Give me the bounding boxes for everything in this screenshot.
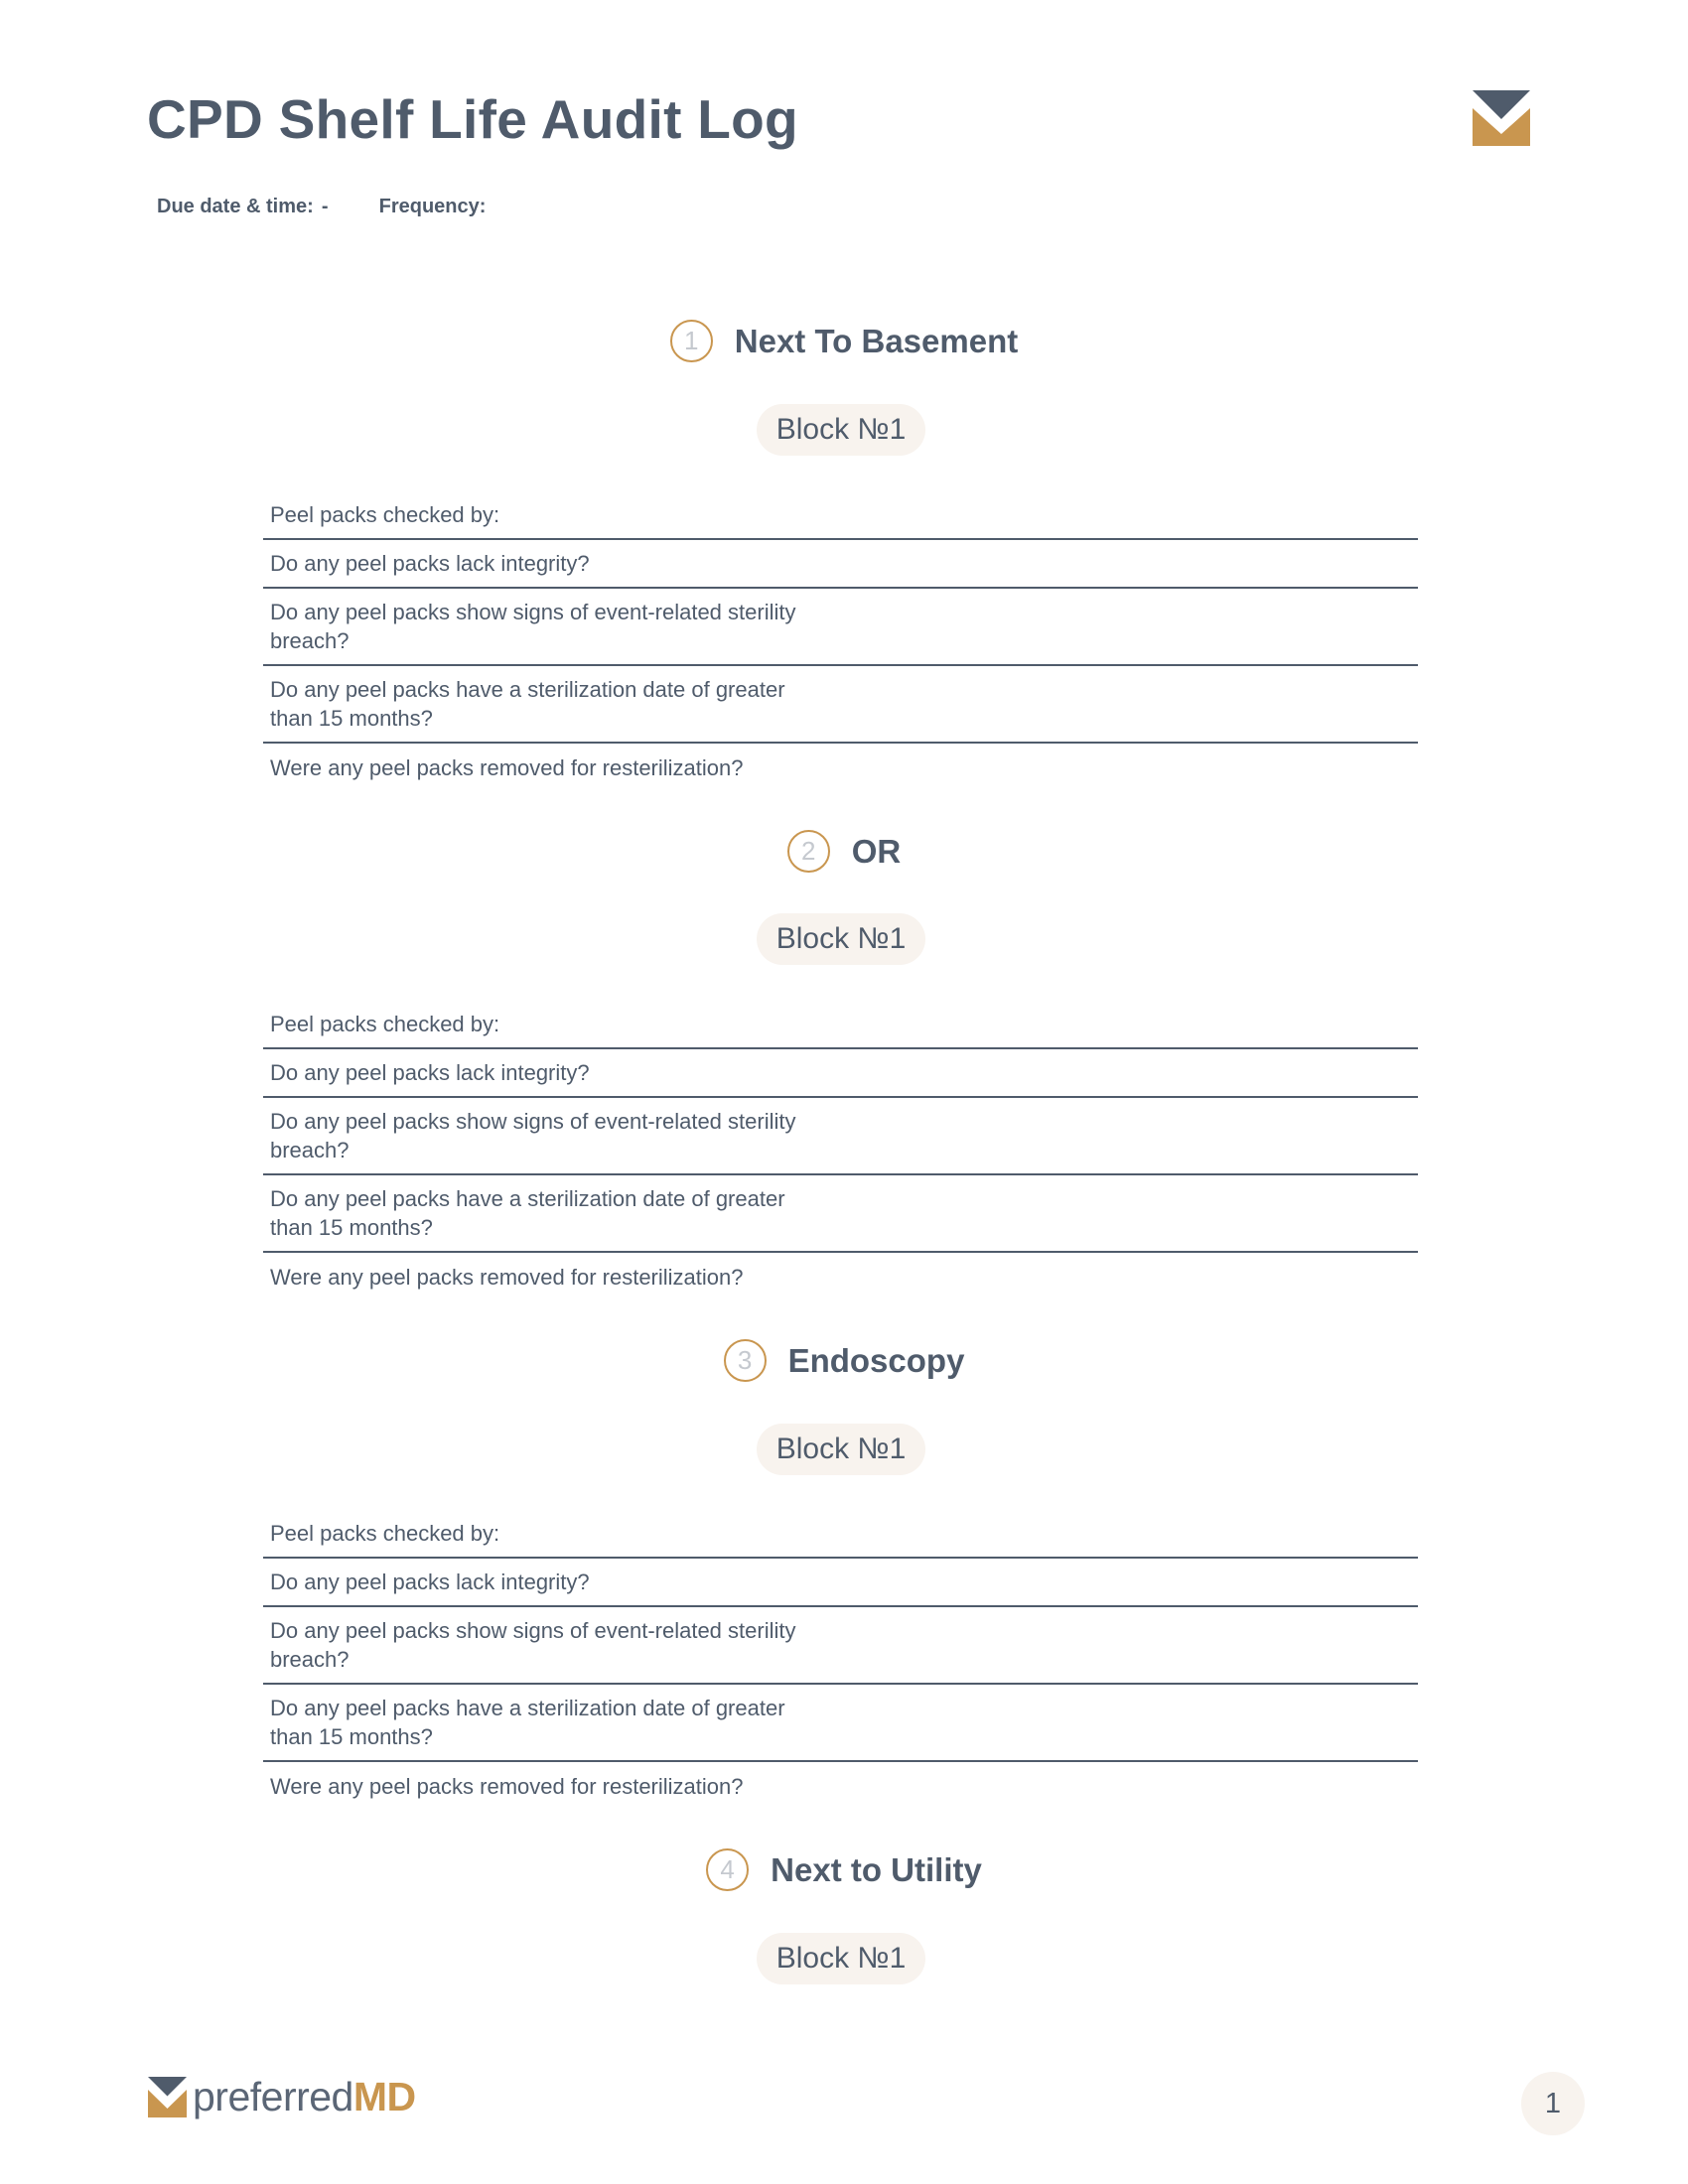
question-row[interactable] (263, 666, 1418, 744)
checkmark-logo-icon (1473, 90, 1530, 146)
brand-name: preferred (193, 2074, 353, 2119)
question-list-1 (263, 491, 1418, 792)
question-text: Do any peel packs show signs of event-related sterility breach? (270, 600, 796, 653)
section-title: Endoscopy (787, 1341, 965, 1379)
question-row[interactable] (263, 1762, 1418, 1811)
question-text: Do any peel packs show signs of event-related sterility breach? (270, 1109, 796, 1162)
question-row[interactable] (263, 540, 1418, 589)
question-text: Were any peel packs removed for resterilization? (270, 755, 744, 780)
section-title: Next To Basement (734, 322, 1019, 359)
question-text: Peel packs checked by: (270, 502, 500, 527)
block-pill: Block №1 (757, 404, 925, 456)
section-number: 2 (787, 830, 830, 873)
question-row[interactable] (263, 1175, 1418, 1253)
question-text: Were any peel packs removed for resterilization? (270, 1774, 744, 1799)
question-text: Do any peel packs show signs of event-related sterility breach? (270, 1618, 796, 1672)
question-row[interactable] (263, 491, 1418, 540)
question-text: Do any peel packs lack integrity? (270, 1570, 590, 1594)
question-row[interactable] (263, 1559, 1418, 1607)
question-row[interactable] (263, 589, 1418, 666)
frequency-label: Frequency: (378, 196, 487, 217)
question-text: Do any peel packs have a sterilization date of greater than 15 months? (270, 1696, 785, 1749)
block-pill: Block №1 (757, 913, 925, 965)
meta-row (157, 196, 501, 218)
question-row[interactable] (263, 1685, 1418, 1762)
section-title: Next to Utility (771, 1850, 982, 1888)
question-row[interactable] (263, 1001, 1418, 1049)
section-number: 4 (706, 1848, 749, 1891)
section-header-1 (0, 320, 1688, 362)
block-pill: Block №1 (757, 1424, 925, 1475)
due-date-label: Due date & time: (157, 196, 314, 217)
question-text: Do any peel packs have a sterilization date of greater than 15 months? (270, 677, 785, 731)
question-list-3 (263, 1510, 1418, 1811)
question-text: Do any peel packs have a sterilization date of greater than 15 months? (270, 1186, 785, 1240)
question-row[interactable] (263, 1253, 1418, 1301)
question-row[interactable] (263, 1607, 1418, 1685)
section-header-4 (0, 1848, 1688, 1891)
block-pill: Block №1 (757, 1933, 925, 1984)
question-list-2 (263, 1001, 1418, 1301)
question-row[interactable] (263, 1049, 1418, 1098)
section-number: 1 (670, 320, 713, 362)
page-title: CPD Shelf Life Audit Log (147, 88, 798, 150)
footer-logo (148, 2074, 416, 2120)
section-title: OR (851, 832, 902, 870)
due-date-value: - (321, 196, 329, 217)
question-row[interactable] (263, 1098, 1418, 1175)
question-row[interactable] (263, 744, 1418, 792)
question-text: Peel packs checked by: (270, 1012, 500, 1036)
checkmark-logo-icon (148, 2077, 187, 2117)
section-header-2 (0, 830, 1688, 873)
section-number: 3 (724, 1339, 767, 1382)
question-text: Do any peel packs lack integrity? (270, 1060, 590, 1085)
section-header-3 (0, 1339, 1688, 1382)
brand-name-bold: MD (352, 2074, 416, 2119)
question-row[interactable] (263, 1510, 1418, 1559)
page-number: 1 (1521, 2072, 1585, 2135)
question-text: Peel packs checked by: (270, 1521, 500, 1546)
question-text: Were any peel packs removed for resterilization? (270, 1265, 744, 1290)
question-text: Do any peel packs lack integrity? (270, 551, 590, 576)
